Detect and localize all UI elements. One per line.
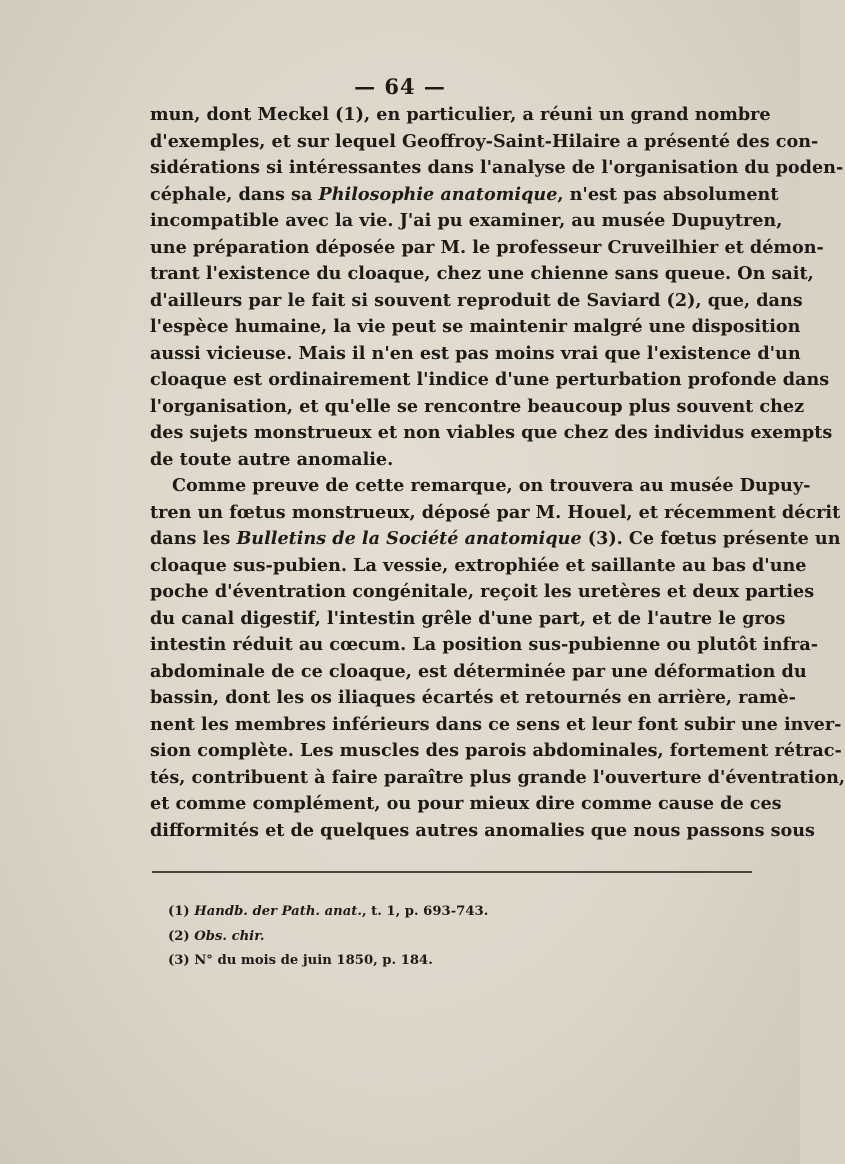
text-line: difformités et de quelques autres anomalies que nous passons sous: [150, 819, 815, 841]
body-text: [150, 102, 845, 844]
text-line: trant l'existence du cloaque, chez une chienne sans queue. On sait,: [150, 263, 814, 284]
text-line: sidérations si intéressantes dans l'analyse de l'organisation du poden-: [150, 157, 844, 178]
text-line: incompatible avec la vie. J'ai pu examiner, au musée Dupuytren,: [150, 210, 783, 231]
text-fragment: , n'est pas absolument: [557, 183, 779, 205]
text-line: nent les membres inférieurs dans ce sens et leur font subir une inver-: [150, 713, 842, 735]
text-line: tés, contribuent à faire paraître plus grande l'ouverture d'éventration,: [150, 766, 845, 788]
footnote-divider: [152, 871, 752, 873]
footnote-marker: (3): [168, 953, 190, 968]
text-line: d'exemples, et sur lequel Geoffroy-Saint-Hilaire a présenté des con-: [150, 130, 819, 152]
paragraph-start-line: Comme preuve de cette remarque, on trouvera au musée Dupuy-: [172, 475, 811, 496]
text-line: aussi vicieuse. Mais il n'en est pas moins vrai que l'existence d'un: [150, 342, 801, 364]
text-fragment: céphale, dans sa: [150, 183, 319, 205]
text-fragment: dans les: [150, 528, 237, 549]
text-line: bassin, dont les os iliaques écartés et retournés en arrière, ramè-: [150, 687, 796, 708]
text-line: l'organisation, et qu'elle se rencontre beaucoup plus souvent chez: [150, 395, 805, 417]
text-line: [150, 182, 779, 209]
footnote-marker: (1): [168, 904, 190, 919]
footnote-3: [168, 949, 728, 974]
text-line: l'espèce humaine, la vie peut se maintenir malgré une disposition: [150, 316, 801, 337]
text-line: cloaque sus-pubien. La vessie, extrophiée et saillante au bas d'une: [150, 554, 807, 576]
text-line: sion complète. Les muscles des parois abdominales, fortement rétrac-: [150, 740, 842, 761]
text-line: abdominale de ce cloaque, est déterminée par une déformation du: [150, 660, 807, 682]
text-line: cloaque est ordinairement l'indice d'une perturbation profonde dans: [150, 369, 830, 390]
footnote-work-title: Obs. chir.: [194, 928, 265, 944]
text-line: mun, dont Meckel (1), en particulier, a réuni un grand nombre: [150, 104, 771, 125]
work-title-philosophie-anatomique: Philosophie anatomique: [318, 183, 558, 205]
footnote-1: [168, 900, 728, 925]
text-line: intestin réduit au cœcum. La position sus-pubienne ou plutôt infra-: [150, 634, 819, 655]
text-fragment: (3). Ce fœtus présente un: [581, 528, 841, 549]
text-line: et comme complément, ou pour mieux dire comme cause de ces: [150, 793, 782, 814]
work-title-bulletins: Bulletins de la Société anatomique: [236, 528, 582, 549]
text-line: du canal digestif, l'intestin grêle d'une part, et de l'autre le gros: [150, 607, 786, 629]
text-line: tren un fœtus monstrueux, déposé par M. Houel, et récemment décrit: [150, 501, 841, 523]
text-line: une préparation déposée par M. le professeur Cruveilhier et démon-: [150, 236, 824, 258]
text-line: poche d'éventration congénitale, reçoit les uretères et deux parties: [150, 581, 815, 602]
footnote-marker: (2): [168, 928, 190, 944]
footnote-work-title: Handb. der Path. anat.: [194, 904, 362, 919]
page-number: — 64 —: [354, 74, 446, 99]
footnote-text: N° du mois de juin 1850, p. 184.: [194, 953, 433, 968]
text-line: de toute autre anomalie.: [150, 448, 394, 470]
footnote-2: [168, 925, 728, 950]
text-line: [150, 526, 841, 553]
footnotes: [168, 900, 728, 974]
footnote-text: , t. 1, p. 693-743.: [361, 904, 489, 919]
text-line: d'ailleurs par le fait si souvent reproduit de Saviard (2), que, dans: [150, 289, 803, 311]
text-line: des sujets monstrueux et non viables que chez des individus exempts: [150, 422, 833, 443]
